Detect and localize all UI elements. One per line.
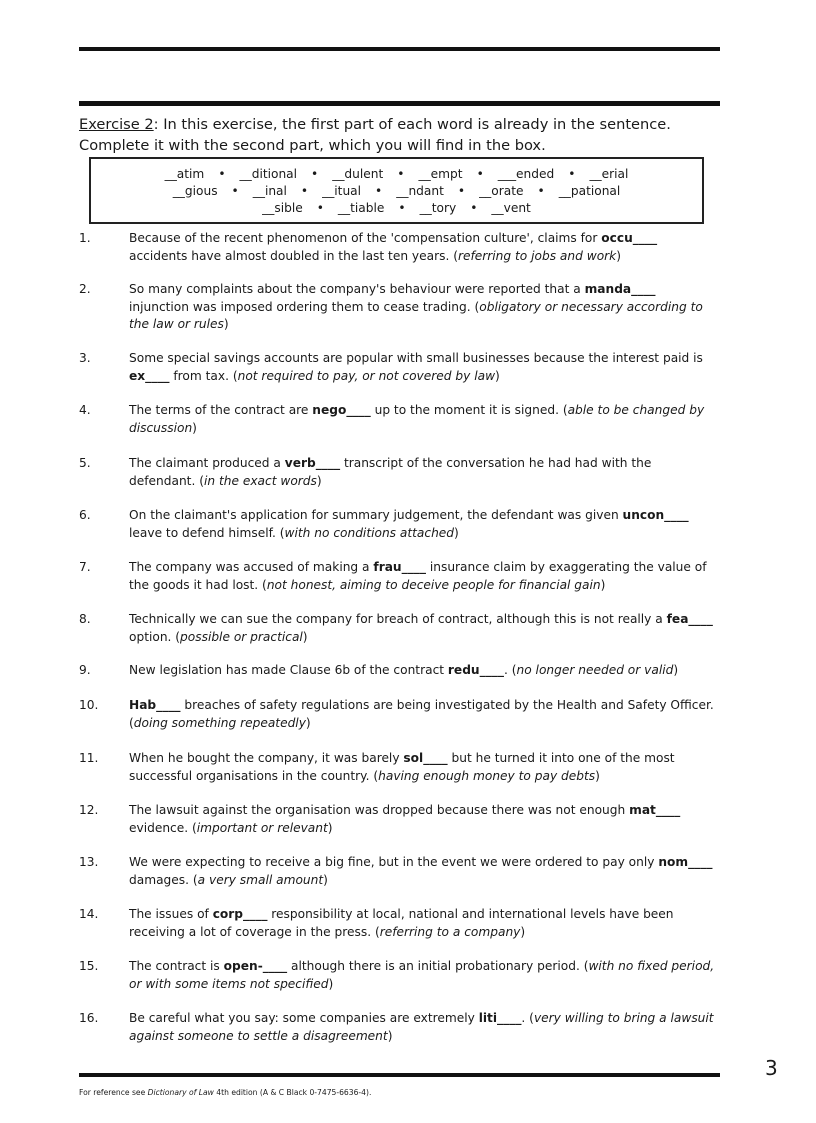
question-number: 12. — [79, 803, 99, 817]
bullet-icon: • — [231, 184, 239, 198]
question-text-end: evidence. ( — [129, 820, 197, 835]
word-box-row — [91, 166, 702, 183]
definition-hint: a very small amount — [197, 872, 324, 887]
question-text-start: The contract is — [129, 959, 224, 973]
bullet-icon: • — [537, 184, 545, 198]
definition-hint: no longer needed or valid — [516, 663, 674, 677]
closing-paren: ) — [495, 368, 500, 383]
question-text — [129, 958, 719, 993]
question-number: 9. — [79, 663, 91, 677]
question-text-start: The lawsuit against the organisation was dropped because there was not enough — [129, 803, 630, 817]
question-text-end: . ( — [503, 663, 517, 677]
word-to-complete: fea____ — [666, 612, 713, 626]
question-item — [79, 697, 724, 732]
footer-edition: 4th edition (A & C Black 0-7475-6636-4). — [213, 1088, 372, 1097]
bullet-icon: • — [398, 201, 406, 215]
word-ending: __sible — [262, 201, 303, 215]
word-ending: __orate — [479, 184, 524, 198]
question-text-end: leave to defend himself. ( — [129, 525, 285, 540]
question-number: 16. — [79, 1011, 99, 1025]
closing-paren: ) — [328, 976, 334, 991]
question-text — [129, 1010, 719, 1045]
question-number: 4. — [79, 403, 91, 417]
word-ending: __dulent — [332, 167, 384, 181]
footer-book-title: Dictionary of Law — [147, 1088, 214, 1097]
closing-paren: ) — [316, 473, 322, 488]
question-text-end: breaches of safety regulations are being investigated by the Health and Safety Officer. ( — [129, 698, 714, 730]
question-text — [129, 854, 719, 889]
question-text — [129, 906, 719, 941]
word-ending: __gious — [172, 184, 218, 198]
question-text-start: The claimant produced a — [129, 456, 285, 470]
question-text-end: although there is an initial probationary period. ( — [287, 959, 589, 973]
question-item — [79, 507, 724, 542]
word-to-complete: redu____ — [447, 663, 504, 677]
closing-paren: ) — [454, 525, 459, 540]
question-text — [129, 230, 719, 265]
question-text-start: Be careful what you say: some companies are extremely — [129, 1011, 479, 1025]
question-text-start: We were expecting to receive a big fine, but in the event we were ordered to pay only — [129, 855, 659, 869]
question-number: 14. — [79, 907, 99, 921]
top-rule — [79, 47, 720, 51]
question-text-end: transcript of the conversation he had had with the defendant. ( — [129, 456, 652, 488]
bullet-icon: • — [300, 184, 309, 198]
closing-paren: ) — [223, 317, 229, 331]
closing-paren: ) — [673, 663, 679, 677]
question-text — [129, 281, 719, 334]
bullet-icon: • — [311, 167, 319, 181]
question-number: 7. — [79, 560, 91, 574]
word-to-complete: Hab____ — [129, 698, 181, 712]
question-item — [79, 402, 724, 437]
closing-paren: ) — [520, 924, 526, 939]
question-number: 5. — [79, 456, 91, 470]
definition-hint: important or relevant — [196, 820, 328, 835]
closing-paren: ) — [327, 820, 333, 835]
definition-hint: with no fixed period, or with some items not specified — [129, 959, 715, 991]
question-text — [129, 662, 719, 680]
question-number: 13. — [79, 855, 99, 869]
question-text — [129, 750, 719, 785]
bottom-rule — [79, 1073, 720, 1077]
word-to-complete: nego____ — [312, 403, 371, 417]
question-text — [129, 455, 719, 490]
exercise-label: Exercise 2 — [79, 116, 154, 133]
word-to-complete: sol____ — [403, 751, 448, 765]
definition-hint: very willing to bring a lawsuit against someone to settle a disagreement — [129, 1011, 714, 1043]
word-ending: ___ended — [497, 167, 555, 181]
word-box-row — [91, 183, 702, 200]
question-item — [79, 350, 724, 385]
definition-hint: obligatory or necessary according to the law or rules — [129, 299, 703, 331]
question-number: 3. — [79, 351, 91, 365]
definition-hint: not honest, aiming to deceive people for financial gain — [266, 577, 601, 592]
word-to-complete: open-____ — [223, 959, 288, 973]
question-text — [129, 402, 719, 437]
question-text-end: . ( — [521, 1011, 534, 1025]
closing-paren: ) — [305, 715, 311, 730]
word-to-complete: liti____ — [478, 1011, 522, 1025]
question-number: 10. — [79, 698, 99, 712]
question-item — [79, 662, 724, 680]
question-text-end: but he turned it into one of the most successful organisations in the country. ( — [129, 751, 675, 783]
word-ending: __vent — [491, 201, 531, 215]
question-item — [79, 281, 724, 334]
closing-paren: ) — [323, 872, 328, 887]
question-number: 15. — [79, 959, 99, 973]
question-text-start: Some special savings accounts are popular with small businesses because the interest paid is — [129, 351, 703, 365]
question-text-start: So many complaints about the company's behaviour were reported that a — [129, 282, 585, 296]
word-box — [89, 157, 704, 224]
definition-hint: able to be changed by discussion — [129, 403, 705, 435]
page-number: 3 — [765, 1056, 778, 1080]
word-to-complete: ex____ — [129, 368, 170, 383]
question-text-start: On the claimant's application for summary judgement, the defendant was given — [129, 508, 623, 522]
question-text — [129, 507, 719, 542]
question-number: 1. — [79, 231, 91, 245]
definition-hint: in the exact words — [203, 473, 317, 488]
bullet-icon: • — [470, 201, 478, 215]
word-ending: __tory — [419, 201, 457, 215]
question-number: 11. — [79, 751, 99, 765]
definition-hint: referring to a company — [379, 924, 521, 939]
closing-paren: ) — [387, 1028, 393, 1043]
bullet-icon: • — [316, 201, 324, 215]
bullet-icon: • — [375, 184, 383, 198]
question-text-end: insurance claim by exaggerating the value of the goods it had lost. ( — [129, 560, 707, 592]
question-item — [79, 1010, 724, 1045]
definition-hint: doing something repeatedly — [133, 715, 306, 730]
word-to-complete: manda____ — [584, 282, 656, 296]
question-item — [79, 958, 724, 993]
bullet-icon: • — [568, 167, 576, 181]
question-text-start: New legislation has made Clause 6b of the contract — [129, 663, 448, 677]
closing-paren: ) — [302, 629, 308, 644]
bullet-icon: • — [457, 184, 466, 198]
closing-paren: ) — [600, 577, 606, 592]
question-text-start: Technically we can sue the company for breach of contract, although this is not really a — [129, 612, 667, 626]
question-number: 2. — [79, 282, 91, 296]
question-item — [79, 230, 724, 265]
word-ending: __ndant — [396, 184, 444, 198]
question-number: 6. — [79, 508, 91, 522]
question-text-end: option. ( — [129, 629, 181, 644]
question-text-start: The issues of — [129, 907, 213, 921]
question-text-start: The terms of the contract are — [129, 403, 313, 417]
word-ending: __erial — [589, 167, 629, 181]
bullet-icon: • — [218, 167, 226, 181]
word-to-complete: occu____ — [601, 231, 658, 245]
word-ending: __tiable — [337, 201, 385, 215]
section-rule — [79, 101, 720, 106]
question-text — [129, 697, 719, 732]
word-ending: __inal — [252, 184, 287, 198]
word-to-complete: nom____ — [658, 855, 713, 869]
definition-hint: referring to jobs and work — [457, 248, 617, 263]
question-text — [129, 559, 719, 594]
question-item — [79, 750, 724, 785]
exercise-heading — [79, 114, 724, 156]
question-item — [79, 559, 724, 594]
question-item — [79, 455, 724, 490]
question-item — [79, 802, 724, 837]
word-ending: __atim — [164, 167, 205, 181]
closing-paren: ) — [595, 768, 600, 783]
question-text — [129, 611, 719, 646]
word-ending: __ditional — [239, 167, 298, 181]
closing-paren: ) — [192, 420, 197, 435]
footer-reference — [79, 1088, 371, 1097]
question-item — [79, 611, 724, 646]
question-text-end: up to the moment it is signed. ( — [370, 403, 568, 417]
question-text-start: The company was accused of making a — [129, 560, 374, 574]
word-to-complete: uncon____ — [622, 508, 689, 522]
footer-text: For reference see — [79, 1088, 148, 1097]
question-text-end: damages. ( — [129, 872, 198, 887]
word-to-complete: frau____ — [373, 560, 426, 574]
word-box-row — [91, 200, 702, 217]
question-number: 8. — [79, 612, 91, 626]
question-text-end: accidents have almost doubled in the last ten years. ( — [129, 248, 458, 263]
question-text — [129, 802, 719, 837]
question-text-end: from tax. ( — [169, 368, 238, 383]
question-text — [129, 350, 719, 385]
question-item — [79, 854, 724, 889]
question-text-start: Because of the recent phenomenon of the 'compensation culture', claims for — [129, 231, 602, 245]
question-item — [79, 906, 724, 941]
bullet-icon: • — [397, 167, 405, 181]
question-text-start: When he bought the company, it was barely — [129, 751, 404, 765]
word-ending: __pational — [558, 184, 621, 198]
exercise-instructions: : In this exercise, the first part of each word is already in the sentence. Complete it with the second part, which you will find in the box. — [79, 116, 671, 154]
word-ending: __itual — [322, 184, 362, 198]
definition-hint: possible or practical — [180, 629, 303, 644]
word-to-complete: corp____ — [212, 907, 268, 921]
word-ending: __empt — [418, 167, 463, 181]
closing-paren: ) — [616, 248, 621, 263]
question-text-end: responsibility at local, national and international levels have been receiving a lot of coverage in the press. ( — [129, 907, 674, 939]
definition-hint: with no conditions attached — [284, 525, 455, 540]
word-to-complete: mat____ — [629, 803, 681, 817]
definition-hint: having enough money to pay debts — [378, 768, 596, 783]
word-to-complete: verb____ — [284, 456, 341, 470]
question-text-end: injunction was imposed ordering them to cease trading. ( — [129, 299, 480, 314]
definition-hint: not required to pay, or not covered by law — [237, 368, 496, 383]
bullet-icon: • — [476, 167, 484, 181]
